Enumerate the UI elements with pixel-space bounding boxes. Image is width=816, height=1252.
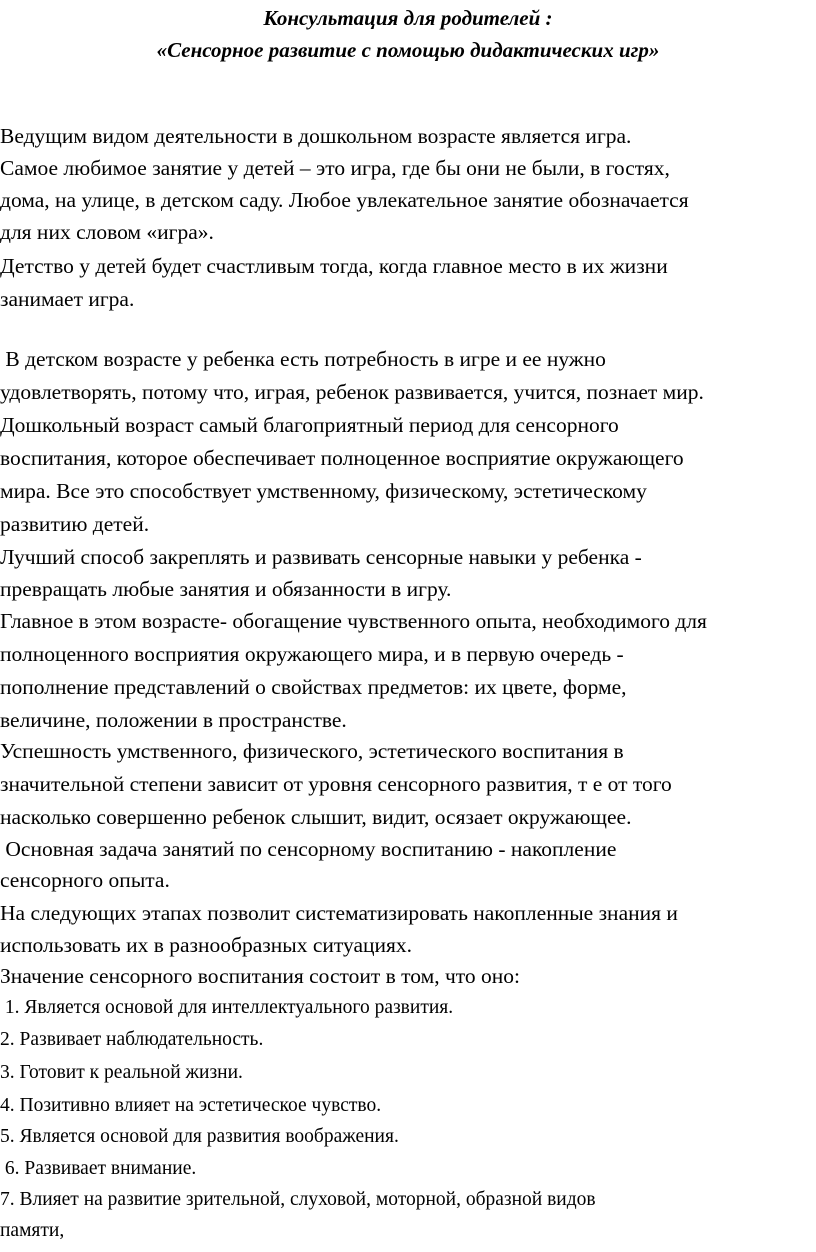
paragraph-line: Детство у детей будет счастливым тогда, когда главное место в их жизни <box>0 254 668 278</box>
list-item: 3. Готовит к реальной жизни. <box>0 1062 243 1083</box>
paragraph-line: В детском возрасте у ребенка есть потребность в игре и ее нужно <box>0 347 606 371</box>
paragraph-line: воспитания, которое обеспечивает полноценное восприятие окружающего <box>0 446 684 470</box>
paragraph-line: Значение сенсорного воспитания состоит в том, что оно: <box>0 964 520 988</box>
list-item: 2. Развивает наблюдательность. <box>0 1029 264 1050</box>
document-title-line-2: «Сенсорное развитие с помощью дидактических игр» <box>156 38 660 62</box>
paragraph-line: значительной степени зависит от уровня сенсорного развития, т е от того <box>0 772 672 796</box>
paragraph-line: полноценного восприятия окружающего мира, и в первую очередь - <box>0 642 624 666</box>
paragraph-line: Ведущим видом деятельности в дошкольном возрасте является игра. <box>0 124 632 148</box>
paragraph-line: Самое любимое занятие у детей – это игра, где бы они не были, в гостях, <box>0 156 670 180</box>
paragraph-line: мира. Все это способствует умственному, физическому, эстетическому <box>0 479 647 503</box>
paragraph-line: Лучший способ закреплять и развивать сенсорные навыки у ребенка - <box>0 545 642 569</box>
paragraph-line: Основная задача занятий по сенсорному воспитанию - накопление <box>0 837 617 861</box>
list-item: памяти, <box>0 1220 65 1241</box>
paragraph-line: для них словом «игра». <box>0 220 214 244</box>
list-item: 1. Является основой для интеллектуального развития. <box>0 997 454 1018</box>
list-item: 5. Является основой для развития воображения. <box>0 1126 399 1147</box>
list-item: 7. Влияет на развитие зрительной, слуховой, моторной, образной видов <box>0 1189 596 1210</box>
paragraph-line: Успешность умственного, физического, эстетического воспитания в <box>0 739 624 763</box>
paragraph-line: насколько совершенно ребенок слышит, видит, осязает окружающее. <box>0 805 632 829</box>
list-item: 4. Позитивно влияет на эстетическое чувство. <box>0 1095 382 1116</box>
paragraph-line: превращать любые занятия и обязанности в игру. <box>0 577 452 601</box>
document-title-line-1: Консультация для родителей : <box>263 6 553 30</box>
paragraph-line: удовлетворять, потому что, играя, ребенок развивается, учится, познает мир. <box>0 380 704 404</box>
paragraph-line: Главное в этом возрасте- обогащение чувственного опыта, необходимого для <box>0 609 707 633</box>
paragraph-line: пополнение представлений о свойствах предметов: их цвете, форме, <box>0 675 627 699</box>
paragraph-line: величине, положении в пространстве. <box>0 708 347 732</box>
paragraph-line: занимает игра. <box>0 287 135 311</box>
paragraph-line: использовать их в разнообразных ситуациях. <box>0 933 413 957</box>
paragraph-line: На следующих этапах позволит систематизировать накопленные знания и <box>0 901 678 925</box>
paragraph-line: Дошкольный возраст самый благоприятный период для сенсорного <box>0 413 619 437</box>
paragraph-line: дома, на улице, в детском саду. Любое увлекательное занятие обозначается <box>0 188 689 212</box>
paragraph-line: развитию детей. <box>0 512 150 536</box>
paragraph-line: сенсорного опыта. <box>0 868 170 892</box>
list-item: 6. Развивает внимание. <box>0 1158 197 1179</box>
